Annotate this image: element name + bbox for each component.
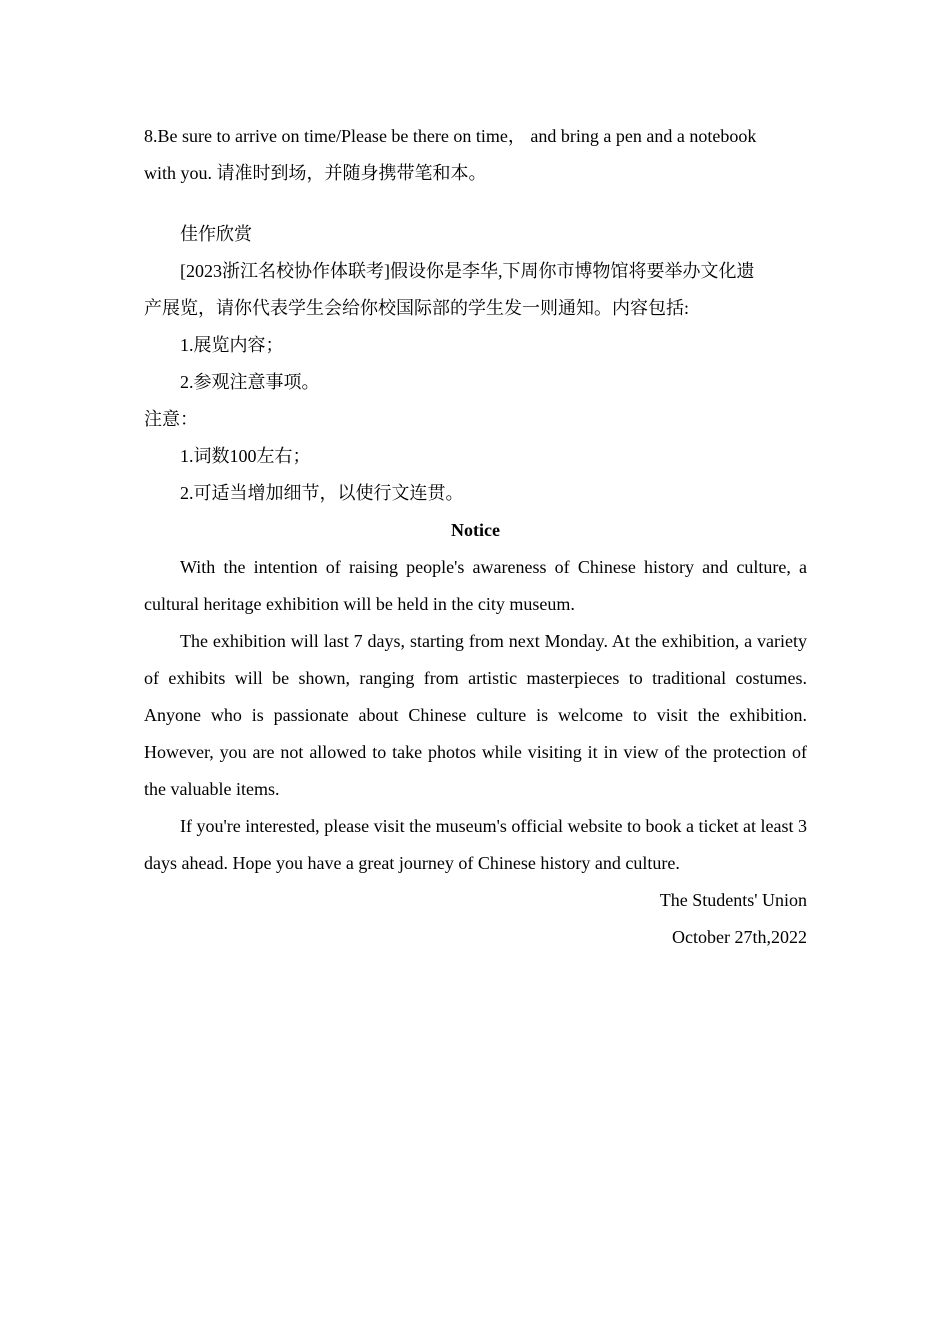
prompt-line2: 产展览，请你代表学生会给你校国际部的学生发一则通知。内容包括:	[144, 298, 689, 318]
content-item-1: 1.展览内容；	[180, 335, 284, 355]
item8-line2: with you. 请准时到场，并随身携带笔和本。	[144, 163, 487, 183]
note-item-2: 2.可适当增加细节，以使行文连贯。	[180, 483, 464, 503]
item8-line1: 8.Be sure to arrive on time/Please be there on time， and bring a pen and a notebook	[144, 126, 757, 146]
note-label: 注意：	[144, 409, 198, 429]
essay-paragraph-2: The exhibition will last 7 days, starting from next Monday. At the exhibition, a variety of exhibits will be shown, ranging from artistic masterpieces to traditional costumes. Anyone who is passionate about Chinese culture is welcome to visit the exhibition. However, you are not allowed to take photos while visiting it in view of the protection of the valuable items.	[144, 631, 807, 799]
essay-signature: The Students' Union	[659, 890, 807, 910]
document-page	[144, 118, 807, 956]
essay-title: Notice	[451, 520, 500, 540]
essay-paragraph-3: If you're interested, please visit the museum's official website to book a ticket at least 3 days ahead. Hope you have a great journey of Chinese history and culture.	[144, 816, 807, 873]
essay-paragraph-1: With the intention of raising people's awareness of Chinese history and culture, a cultural heritage exhibition will be held in the city museum.	[144, 557, 807, 614]
spacer	[144, 192, 807, 216]
section-heading: 佳作欣赏	[180, 224, 252, 244]
essay-date: October 27th,2022	[672, 927, 807, 947]
content-item-2: 2.参观注意事项。	[180, 372, 320, 392]
note-item-1: 1.词数100左右；	[180, 446, 311, 466]
prompt-line1: [2023浙江名校协作体联考]假设你是李华,下周你市博物馆将要举办文化遗	[180, 261, 755, 281]
